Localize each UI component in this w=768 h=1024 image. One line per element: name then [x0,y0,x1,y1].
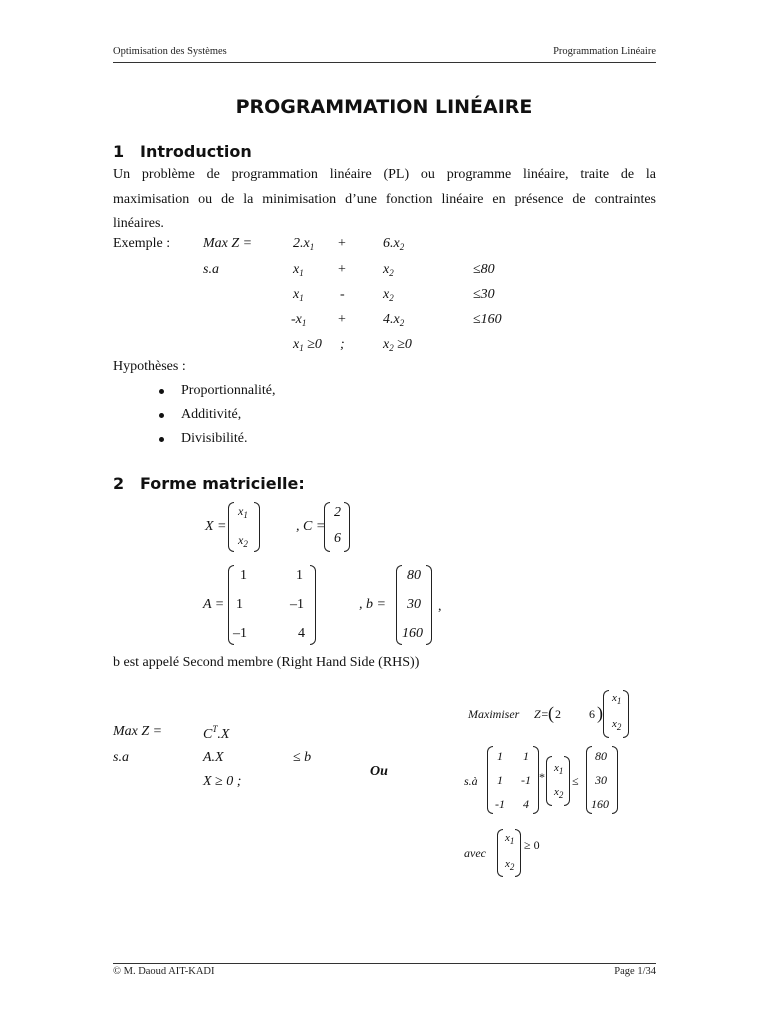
geq-zero: ≥ 0 [524,838,540,852]
bullet-icon [159,413,164,418]
header-left: Optimisation des Systèmes [113,46,227,57]
row-vector-entry: 6 [589,707,595,721]
maximiser-z: Z= [534,707,549,721]
hypotheses-label: Hypothèses : [113,359,186,374]
section-1-heading: Introduction [140,142,252,161]
times-symbol: * [539,770,545,784]
A-label: A = [203,597,225,612]
intro-line: maximisation ou de la minimisation d’une fonction linéaire en présence de contraintes [113,191,656,207]
matrix-constraint-rhs: ≤ b [293,750,312,765]
A-matrix-small: 1 1 1 -1 -1 4 [487,746,539,814]
example-row-term2: $4.x_2$ [383,312,405,328]
matrix-sa-label: s.a [113,750,129,765]
hypothesis-item: Additivité, [181,407,242,422]
x-col-vector-small: $x_1$ $x_2$ [546,756,570,806]
intro-line: linéaires. [113,216,164,231]
leq-symbol: ≤ [572,774,579,788]
example-row-term1: $x_1$ [293,287,304,303]
row-vector-entry: 2 [555,707,561,721]
example-nonneg-x1: $x_1 \ge 0$ [293,337,322,353]
example-row-term1: $2.x_1$ [293,236,315,252]
hypothesis-item: Divisibilité. [181,431,248,446]
example-row-op: + [338,312,346,327]
row-vector-open: ( [548,703,554,723]
example-objective: Max Z = [203,236,253,251]
section-2-number: 2 [113,474,125,493]
example-nonneg-x2: $x_2 \ge 0$ [383,337,412,353]
section-2-heading: Forme matricielle: [140,474,305,493]
page-title: PROGRAMMATION LINÉAIRE [235,96,533,118]
C-label: , C = [296,519,326,534]
matrix-objective-expr: $C^T.X$ [203,724,230,742]
b-trailing-comma: , [438,599,442,614]
C-vector: 2 6 [324,502,350,552]
bullet-icon [159,389,164,394]
example-row-term1: $-x_1$ [291,312,307,328]
example-row-op: + [338,236,346,251]
b-label: , b = [359,597,386,612]
maximiser-label: Maximiser [468,707,520,721]
A-matrix: 1 1 1 –1 –1 4 [228,565,316,645]
b-vector: 80 30 160 [396,565,432,645]
hypothesis-item: Proportionnalité, [181,383,276,398]
example-row-op: - [340,287,345,302]
example-sa: s.a [203,262,219,277]
rhs-note: b est appelé Second membre (Right Hand Side (RHS)) [113,655,420,670]
header-rule [113,62,656,63]
example-label: Exemple : [113,236,171,251]
X-vector: $x_1$ $x_2$ [228,502,260,552]
footer-right: Page 1/34 [614,966,656,977]
matrix-objective-label: Max Z = [113,724,163,739]
row-vector-close: ) [597,703,603,723]
objective-col-vector: $x_1$ $x_2$ [603,690,629,738]
example-nonneg-sep: ; [340,337,345,352]
header-right: Programmation Linéaire [553,46,656,57]
example-row-rhs: ≤160 [473,312,502,327]
sa-accent-label: s.à [464,774,478,788]
example-row-term1: $x_1$ [293,262,304,278]
matrix-nonneg: X ≥ 0 ; [203,774,242,789]
example-row-term2: $6.x_2$ [383,236,405,252]
example-row-rhs: ≤30 [473,287,495,302]
example-row-term2: $x_2$ [383,262,394,278]
section-1-number: 1 [113,142,125,161]
X-label: X = [205,519,227,534]
bullet-icon [159,437,164,442]
b-vector-small: 80 30 160 [586,746,618,814]
footer-rule [113,963,656,964]
ou-label: Ou [370,764,388,779]
avec-label: avec [464,846,486,860]
x-col-vector-nonneg: $x_1$ $x_2$ [497,829,521,877]
example-row-rhs: ≤80 [473,262,495,277]
example-row-op: + [338,262,346,277]
example-row-term2: $x_2$ [383,287,394,303]
intro-line: Un problème de programmation linéaire (PL) ou programme linéaire, traite de la [113,167,656,182]
matrix-constraint: A.X [203,750,224,765]
footer-left: © M. Daoud AIT-KADI [113,966,215,977]
intro-paragraph [113,163,656,237]
